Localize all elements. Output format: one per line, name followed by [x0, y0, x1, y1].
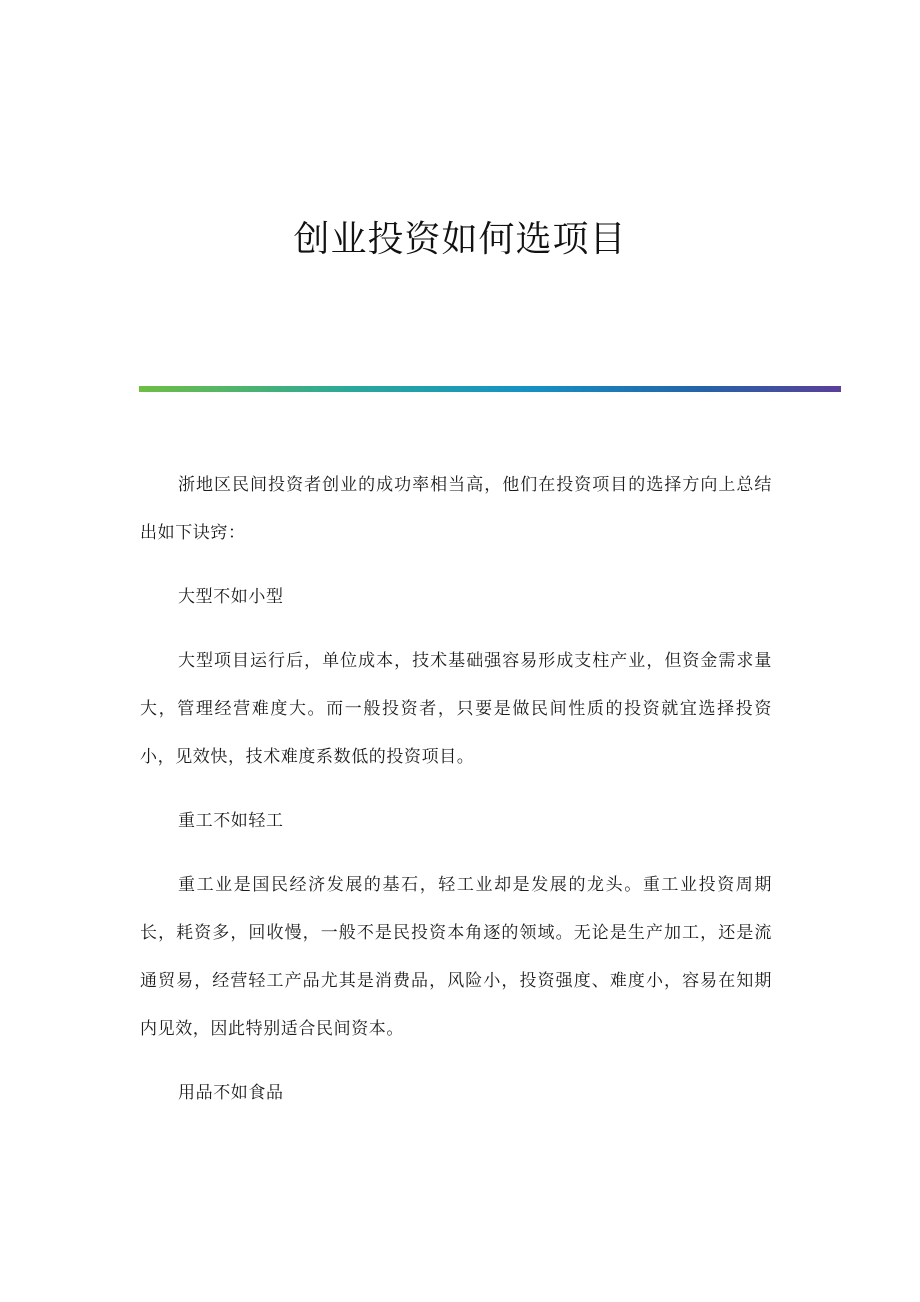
- section-heading-food-over-goods: 用品不如食品: [178, 1083, 284, 1103]
- section-heading-light-over-heavy: 重工不如轻工: [178, 811, 284, 831]
- section-body-small-over-large: 大型项目运行后，单位成本，技术基础强容易形成支柱产业，但资金需求量大，管理经营难度大。而一般投资者，只要是做民间性质的投资就宜选择投资小，见效快，技术难度系数低的投资项目。: [140, 651, 772, 767]
- section-body-light-over-heavy: 重工业是国民经济发展的基石，轻工业却是发展的龙头。重工业投资周期长，耗资多，回收慢，一般不是民投资本角逐的领域。无论是生产加工，还是流通贸易，经营轻工产品尤其是消费品，风险小，投资强度、难度小，容易在知期内见效，因此特别适合民间资本。: [140, 875, 772, 1039]
- document-body: [140, 461, 772, 1133]
- title-divider: [139, 386, 841, 392]
- intro-paragraph: 浙地区民间投资者创业的成功率相当高，他们在投资项目的选择方向上总结出如下诀窍：: [140, 475, 772, 543]
- section-heading-small-over-large: 大型不如小型: [178, 587, 284, 607]
- page-title: 创业投资如何选项目: [293, 219, 627, 260]
